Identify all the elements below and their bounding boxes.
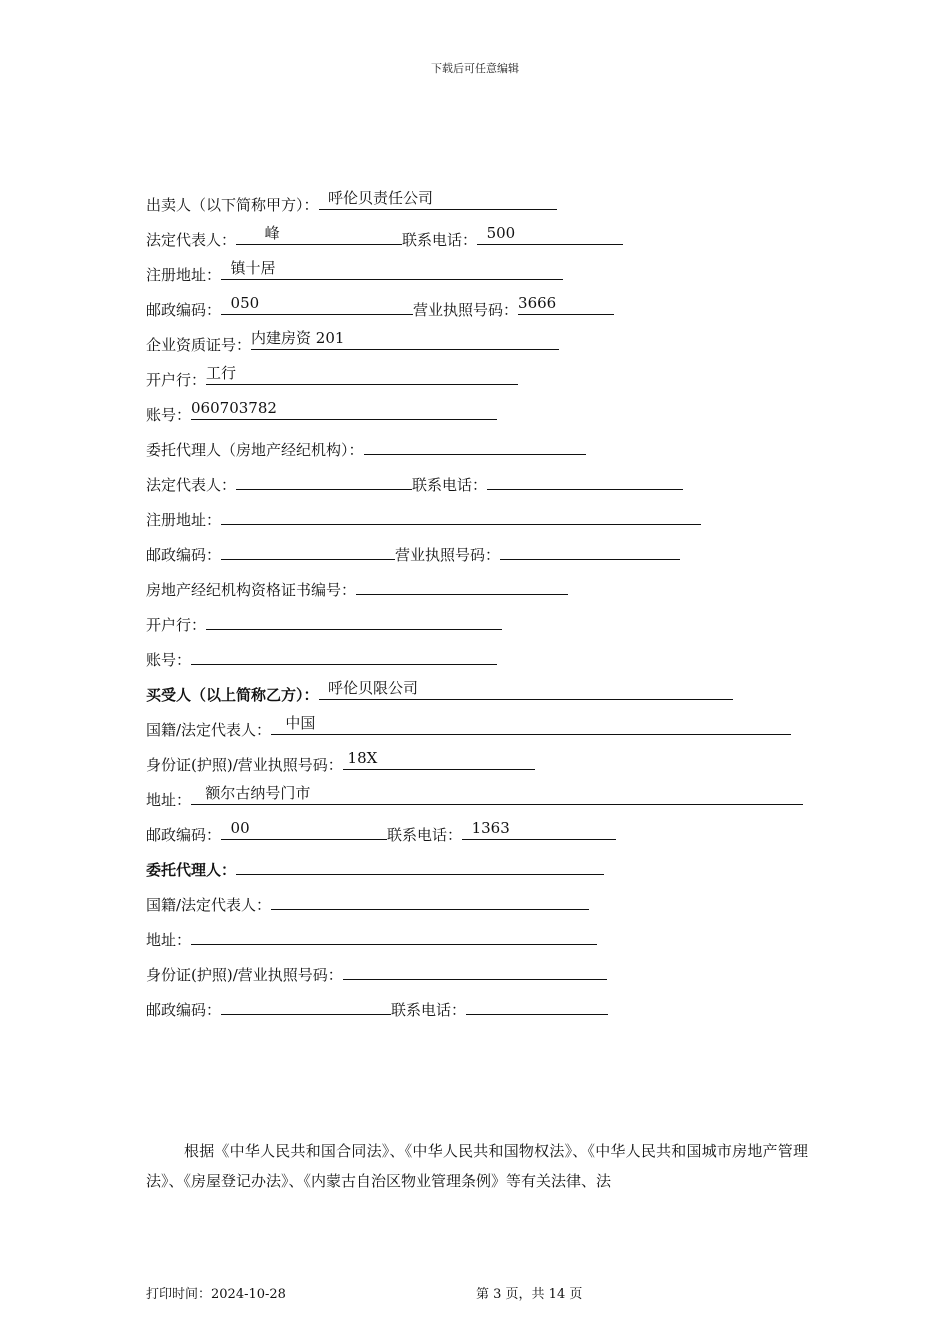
field-value-line[interactable]: 050 [221,292,413,315]
field-value-line[interactable] [364,432,586,455]
field-value-line[interactable]: 呼伦贝责任公司 [319,187,557,210]
form-row [146,992,816,1027]
field-label: 开户行： [146,371,207,389]
field-label: 企业资质证号： [146,336,252,354]
field-label: 出卖人（以下简称甲方）： [146,196,319,214]
form-row [146,747,816,782]
field-label: 委托代理人： [146,861,237,879]
form-row [146,642,816,677]
field-label: 联系电话： [412,476,488,494]
field-value-line[interactable] [221,502,701,525]
field-value-line[interactable] [271,887,589,910]
form-row [146,397,816,432]
form-row [146,957,816,992]
form-row [146,187,816,222]
form-row [146,327,816,362]
field-value-line[interactable]: 中国 [271,712,791,735]
field-value-line[interactable] [466,992,608,1015]
field-label: 身份证(护照)/营业执照号码： [146,756,343,774]
field-value-line[interactable] [487,467,683,490]
field-label: 国籍/法定代表人： [146,896,272,914]
field-value-line[interactable] [191,922,597,945]
form-row [146,292,816,327]
field-label: 地址： [146,791,192,809]
field-label: 地址： [146,931,192,949]
field-label: 注册地址： [146,511,222,529]
contract-preamble: 根据《中华人民共和国合同法》、《中华人民共和国物权法》、《中华人民共和国城市房地产管理法》、《房屋登记办法》、《内蒙古自治区物业管理条例》等有关法律、法 [146,1142,808,1190]
field-label: 法定代表人： [146,476,237,494]
field-value-line[interactable] [206,607,502,630]
form-row [146,222,816,257]
field-label: 账号： [146,651,192,669]
field-value-line[interactable] [236,852,604,875]
field-label: 邮政编码： [146,1001,222,1019]
field-label: 房地产经纪机构资格证书编号： [146,581,357,599]
field-label: 开户行： [146,616,207,634]
field-label: 邮政编码： [146,301,222,319]
form-row [146,362,816,397]
form-row [146,257,816,292]
field-value-line[interactable]: 00 [221,817,387,840]
field-value-line[interactable]: 18X [343,747,535,770]
field-label: 注册地址： [146,266,222,284]
field-value-line[interactable]: 镇十居 [221,257,563,280]
field-value-line[interactable] [191,642,497,665]
form-row [146,677,816,712]
form-row [146,607,816,642]
form-row [146,572,816,607]
field-label: 法定代表人： [146,231,237,249]
form-row [146,502,816,537]
field-label: 邮政编码： [146,546,222,564]
form-row [146,922,816,957]
field-label: 身份证(护照)/营业执照号码： [146,966,343,984]
form-row [146,817,816,852]
field-value-line[interactable]: 内建房资 201 [251,327,559,350]
form-row [146,782,816,817]
field-label: 邮政编码： [146,826,222,844]
field-value-line[interactable]: 060703782 [191,397,497,420]
field-label: 委托代理人（房地产经纪机构）： [146,441,364,459]
field-value-line[interactable] [343,957,607,980]
field-label: 联系电话： [391,1001,467,1019]
field-value-line[interactable]: 呼伦贝限公司 [319,677,733,700]
form-row [146,467,816,502]
field-value-line[interactable] [356,572,568,595]
form-row [146,852,816,887]
field-label: 联系电话： [387,826,463,844]
field-value-line[interactable]: 1363 [462,817,616,840]
field-label: 国籍/法定代表人： [146,721,272,739]
field-value-line[interactable]: 500 [477,222,623,245]
field-value-line[interactable] [500,537,680,560]
field-value-line[interactable]: 3666 [518,292,614,315]
form-row [146,712,816,747]
field-value-line[interactable]: 工行 [206,362,518,385]
party-info-form [146,187,816,1027]
field-label: 联系电话： [402,231,478,249]
field-value-line[interactable]: 额尔古纳号门市 [191,782,803,805]
field-value-line[interactable]: 峰 [236,222,402,245]
field-label: 买受人（以上简称乙方）： [146,686,319,704]
print-time: 打印时间：2024-10-28 [146,1287,286,1302]
field-label: 账号： [146,406,192,424]
header-note: 下载后可任意编辑 [431,62,519,75]
page-number: 第 3 页，共 14 页 [476,1287,583,1302]
form-row [146,432,816,467]
field-label: 营业执照号码： [413,301,519,319]
field-value-line[interactable] [221,537,395,560]
field-value-line[interactable] [236,467,412,490]
form-row [146,537,816,572]
form-row [146,887,816,922]
field-label: 营业执照号码： [395,546,501,564]
field-value-line[interactable] [221,992,391,1015]
